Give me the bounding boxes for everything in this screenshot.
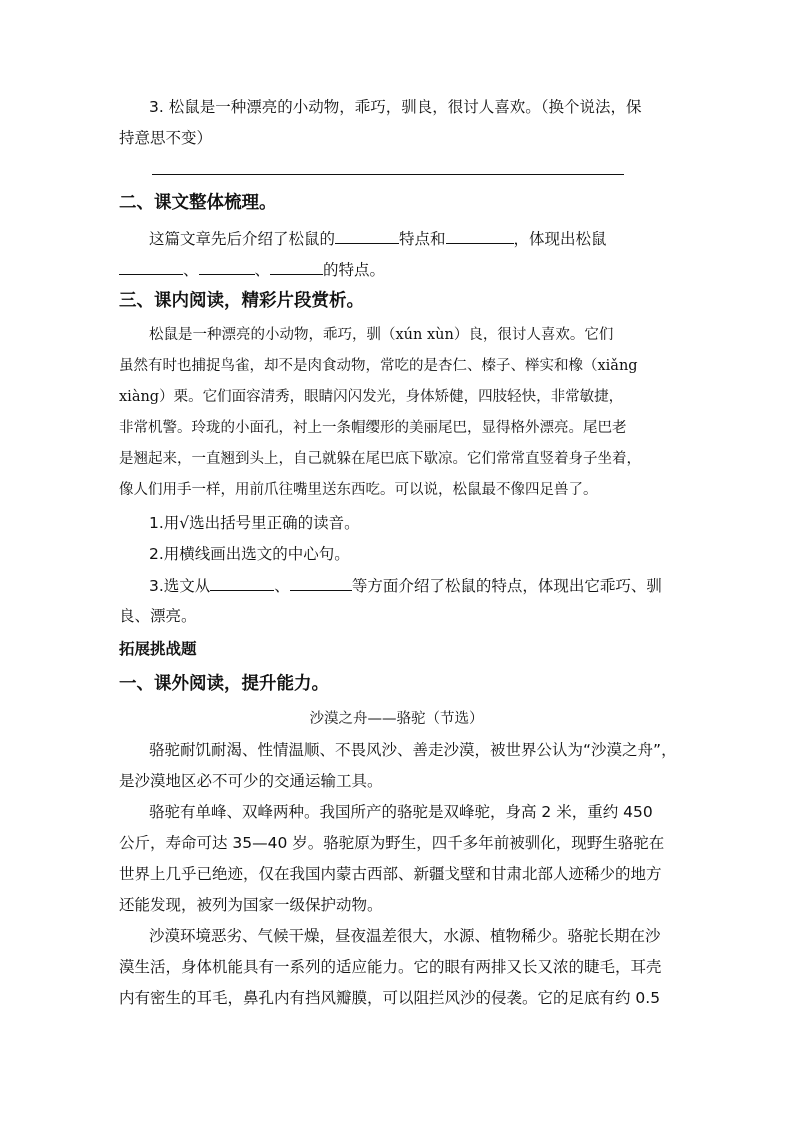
question-3-line-1 [149, 575, 662, 596]
passage-line-4: 非常机警。玲珑的小面孔，衬上一条帽缨形的美丽尾巴，显得格外漂亮。尾巴老 [119, 420, 627, 436]
separator: 、 [254, 261, 271, 279]
article-p2-line-1: 骆驼有单峰、双峰两种。我国所产的骆驼是双峰驼，身高 2 米，重约 450 [149, 803, 653, 821]
section-2-line-1 [149, 228, 607, 249]
fill-blank[interactable] [446, 228, 514, 244]
article-p3-line-2: 漠生活，身体机能具有一系列的适应能力。它的眼有两排又长又浓的睫毛，耳壳 [119, 958, 662, 976]
article-p3-line-1: 沙漠环境恶劣、气候干燥，昼夜温差很大，水源、植物稀少。骆驼长期在沙 [149, 927, 661, 945]
question-2: 2.用横线画出选文的中心句。 [149, 545, 350, 563]
passage-line-6: 像人们用手一样，用前爪往嘴里送东西吃。可以说，松鼠最不像四足兽了。 [119, 482, 598, 498]
fill-blank[interactable] [335, 228, 399, 244]
article-p2-line-2: 公斤，寿命可达 35—40 岁。骆驼原为野生，四千多年前被驯化，现野生骆驼在 [119, 834, 665, 852]
passage-line-2: 虽然有时也捕捉鸟雀，却不是肉食动物，常吃的是杏仁、榛子、榉实和橡（xiǎng [119, 358, 638, 374]
article-p1-line-2: 是沙漠地区必不可少的交通运输工具。 [119, 772, 383, 790]
q3-line-1: 3. 松鼠是一种漂亮的小动物，乖巧，驯良，很讨人喜欢。（换个说法，保 [149, 98, 642, 116]
article-p1-line-1: 骆驼耐饥耐渴、性情温顺、不畏风沙、善走沙漠，被世界公认为“沙漠之舟”， [149, 741, 677, 759]
fill-blank[interactable] [199, 259, 255, 275]
text: 这篇文章先后介绍了松鼠的 [149, 230, 336, 248]
separator: 、 [183, 261, 199, 279]
fill-blank[interactable] [290, 575, 352, 591]
text: 等方面介绍了松鼠的特点，体现出它乖巧、驯 [351, 577, 662, 595]
section-3-heading: 三、课内阅读，精彩片段赏析。 [119, 291, 364, 311]
fill-blank[interactable] [270, 259, 323, 275]
text: 特点和 [399, 230, 446, 248]
text: 3.选文从 [149, 577, 211, 595]
section-2-heading: 二、课文整体梳理。 [119, 193, 277, 213]
extension-section-1-heading: 一、课外阅读，提升能力。 [119, 674, 329, 694]
q3-line-2: 持意思不变） [119, 129, 213, 147]
section-2-line-2 [119, 259, 385, 280]
passage-line-3: xiàng）栗。它们面容清秀，眼睛闪闪发光，身体矫健，四肢轻快，非常敏捷， [119, 389, 624, 405]
article-p3-line-3: 内有密生的耳毛，鼻孔内有挡风瓣膜，可以阻拦风沙的侵袭。它的足底有约 0.5 [119, 989, 661, 1007]
text: ，体现出松鼠 [513, 230, 607, 248]
question-1: 1.用√选出括号里正确的读音。 [149, 514, 360, 532]
article-title: 沙漠之舟——骆驼（节选） [309, 711, 484, 727]
question-3-line-2: 良、漂亮。 [119, 607, 197, 625]
extension-heading: 拓展挑战题 [119, 640, 197, 658]
text: 的特点。 [323, 261, 386, 279]
fill-blank[interactable] [119, 259, 183, 275]
separator: 、 [274, 577, 290, 595]
article-p2-line-3: 世界上几乎已绝迹，仅在我国内蒙古西部、新疆戈壁和甘肃北部人迹稀少的地方 [119, 865, 662, 883]
article-p2-line-4: 还能发现，被列为国家一级保护动物。 [119, 896, 383, 914]
answer-line[interactable] [152, 174, 624, 175]
fill-blank[interactable] [210, 575, 274, 591]
passage-line-1: 松鼠是一种漂亮的小动物，乖巧，驯（xún xùn）良，很讨人喜欢。它们 [149, 327, 614, 343]
passage-line-5: 是翘起来，一直翘到头上，自己就躲在尾巴底下歇凉。它们常常直竖着身子坐着， [119, 451, 641, 467]
